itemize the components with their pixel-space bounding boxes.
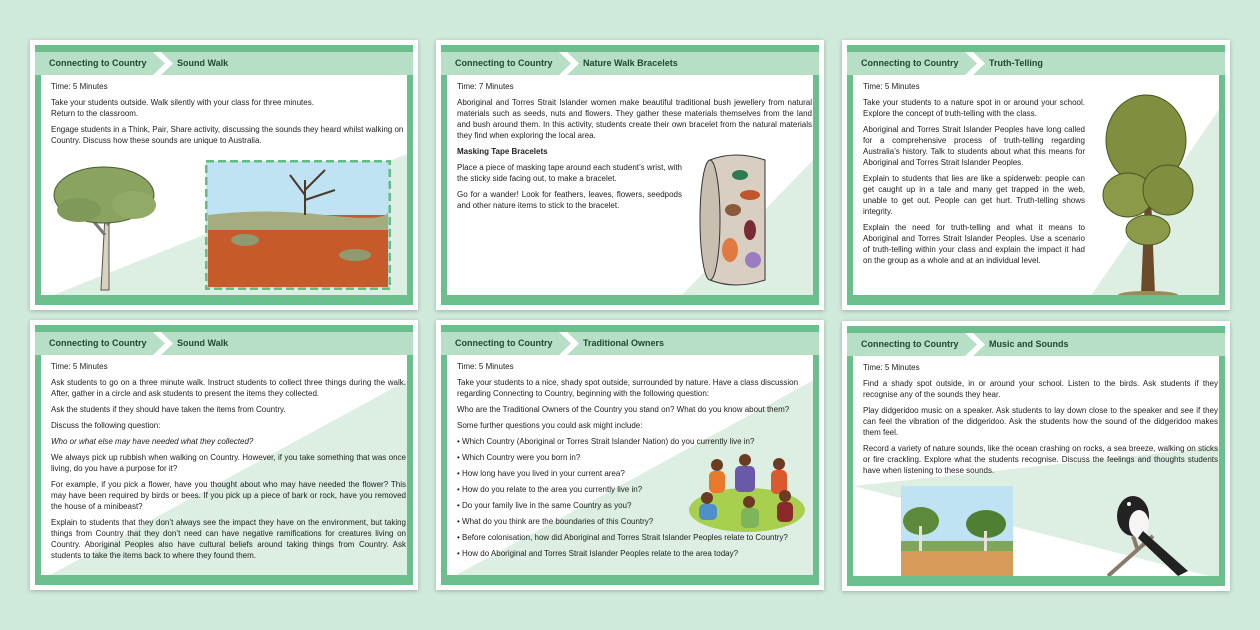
activity-card-music-and-sounds bbox=[842, 321, 1230, 591]
paragraph: Who are the Traditional Owners of the Country you stand on? What do you know about them? bbox=[457, 405, 790, 414]
card-content bbox=[853, 356, 1219, 576]
card-frame bbox=[35, 325, 413, 585]
question-item: • What do you think are the boundaries of this Country? bbox=[457, 517, 654, 526]
paragraph: Aboriginal and Torres Strait Islander women make beautiful traditional bush jewellery from natural materials such as seeds, nuts and flowers. They gather these materials themselves from the land and bush around them. In this activity, students create their own bracelet from the natural materials they find when exploring the local area. bbox=[457, 98, 812, 140]
card-title: Nature Walk Bracelets bbox=[583, 58, 678, 68]
willie-wagtail-bird-icon bbox=[1103, 476, 1193, 576]
bracelet-image bbox=[695, 150, 775, 290]
card-title: Music and Sounds bbox=[989, 339, 1069, 349]
paragraph: Aboriginal and Torres Strait Islander Peoples have long called for a comprehensive process of truth-telling regarding Australia’s history. Talk to students about what this means for Aboriginal and Torres Strait Islander Peoples. bbox=[863, 125, 1085, 167]
card-title: Sound Walk bbox=[177, 338, 229, 348]
paragraph: Some further questions you could ask might include: bbox=[457, 421, 643, 430]
paragraph: We always pick up rubbish when walking on Country. However, if you take something that was once living, do you have a purpose for it? bbox=[51, 453, 406, 473]
card-frame bbox=[847, 45, 1225, 305]
card-header bbox=[847, 333, 1225, 356]
series-label: Connecting to Country bbox=[49, 338, 147, 348]
paragraph: Explain to students that lies are like a spiderweb: people can get caught up in a tale and many get trapped in the web, unable to get out. People can get hurt. Truth-telling shows integrity. bbox=[863, 174, 1085, 216]
question-item: • Before colonisation, how did Aboriginal and Torres Strait Islander Peoples relate to Country? bbox=[457, 533, 788, 542]
paragraph: Take your students to a nature spot in or around your school. Explore the concept of truth-telling with the class. bbox=[863, 98, 1085, 118]
paragraph: Return to the classroom. bbox=[51, 109, 139, 118]
series-label: Connecting to Country bbox=[861, 58, 959, 68]
paragraph: Discuss the following question: bbox=[51, 421, 161, 430]
card-header bbox=[35, 52, 413, 75]
discussion-question: Who or what else may have needed what they collected? bbox=[51, 437, 254, 446]
series-label: Connecting to Country bbox=[861, 339, 959, 349]
card-content bbox=[41, 355, 407, 575]
paragraph: Find a shady spot outside, in or around your school. Listen to the birds. Ask students if they recognise any of the sounds they hear. bbox=[863, 379, 1218, 399]
paragraph: Ask students to go on a three minute walk. Instruct students to collect three things during the walk. After, gather in a circle and ask students to present the items they collected. bbox=[51, 378, 406, 398]
activity-card-traditional-owners bbox=[436, 320, 824, 590]
card-content bbox=[853, 75, 1219, 295]
time-label: Time: 5 Minutes bbox=[863, 82, 920, 91]
question-item: • How long have you lived in your current area? bbox=[457, 469, 625, 478]
card-frame bbox=[847, 326, 1225, 586]
paragraph: Take your students to a nice, shady spot outside, surrounded by nature. Have a class discussion regarding Connecting to Country, beginning with the following question: bbox=[457, 378, 799, 398]
card-header bbox=[441, 332, 819, 355]
question-item: • How do you relate to the area you currently live in? bbox=[457, 485, 643, 494]
outback-landscape-image bbox=[205, 160, 391, 290]
time-label: Time: 7 Minutes bbox=[457, 82, 514, 91]
card-frame bbox=[35, 45, 413, 305]
card-content bbox=[447, 75, 813, 295]
tree-icon bbox=[1093, 85, 1198, 295]
paragraph: Explain the need for truth-telling and what it means to Aboriginal and Torres Strait Islander Peoples. Use a scenario of truth-telling within your class and explain the impact it had on the group as a whole and at an individual level. bbox=[863, 223, 1085, 265]
time-label: Time: 5 Minutes bbox=[51, 362, 108, 371]
time-label: Time: 5 Minutes bbox=[457, 362, 514, 371]
paragraph: Ask the students if they should have taken the items from Country. bbox=[51, 405, 286, 414]
activity-card-truth-telling bbox=[842, 40, 1230, 310]
time-label: Time: 5 Minutes bbox=[51, 82, 108, 91]
card-content bbox=[41, 75, 407, 295]
card-header bbox=[847, 52, 1225, 75]
activity-card-sound-walk-2 bbox=[30, 320, 418, 590]
question-item: • Do your family live in the same Country as you? bbox=[457, 501, 632, 510]
paragraph: For example, if you pick a flower, have you thought about who may have needed the flower? This may have been required by birds or bees. If you pick up a piece of bark or rock, have you removed the house of a minibeast? bbox=[51, 480, 406, 511]
time-label: Time: 5 Minutes bbox=[863, 363, 920, 372]
card-header bbox=[35, 332, 413, 355]
paragraph: Play didgeridoo music on a speaker. Ask students to lay down close to the speaker and see if they can feel the vibration of the didgeridoo. Ask the students how the sound of the didgeridoo makes them feel. bbox=[863, 406, 1218, 437]
activity-card-nature-walk-bracelets bbox=[436, 40, 824, 310]
bushland-landscape-image bbox=[901, 486, 1013, 576]
card-header bbox=[441, 52, 819, 75]
series-label: Connecting to Country bbox=[49, 58, 147, 68]
subheading: Masking Tape Bracelets bbox=[457, 147, 548, 156]
card-frame bbox=[441, 45, 819, 305]
paragraph: Engage students in a Think, Pair, Share activity, discussing the sounds they heard whilst walking on Country. Discuss how these sounds are unique to Australia. bbox=[51, 125, 404, 145]
card-frame bbox=[441, 325, 819, 585]
card-content bbox=[447, 355, 813, 575]
paragraph: Go for a wander! Look for feathers, leaves, flowers, seedpods and other nature items to stick to the bracelet. bbox=[457, 190, 682, 210]
question-item: • Which Country were you born in? bbox=[457, 453, 581, 462]
question-item: • Which Country (Aboriginal or Torres Strait Islander Nation) do you currently live in? bbox=[457, 437, 755, 446]
series-label: Connecting to Country bbox=[455, 58, 553, 68]
paragraph: Take your students outside. Walk silently with your class for three minutes. bbox=[51, 98, 314, 107]
question-item: • How do Aboriginal and Torres Strait Islander Peoples relate to the area today? bbox=[457, 549, 739, 558]
series-label: Connecting to Country bbox=[455, 338, 553, 348]
paragraph: Explain to students that they don’t always see the impact they have on the environment, but taking things from Country that they don’t need can have negative ramifications for creatures living on Country. Aboriginal Peoples also have cultural beliefs around taking things from Country. Ask students to take the items back to where they found them. bbox=[51, 518, 406, 560]
activity-card-sound-walk-1 bbox=[30, 40, 418, 310]
card-title: Sound Walk bbox=[177, 58, 229, 68]
gum-tree-icon bbox=[49, 155, 164, 295]
card-title: Truth-Telling bbox=[989, 58, 1043, 68]
paragraph: Place a piece of masking tape around each student’s wrist, with the sticky side facing out, to make a bracelet. bbox=[457, 163, 682, 183]
card-title: Traditional Owners bbox=[583, 338, 665, 348]
paragraph: Record a variety of nature sounds, like the ocean crashing on rocks, a sea breeze, walking on sticks or fire crackling. Explore what the students recognise. Discuss the feelings and thoughts students have when listening to these sounds. bbox=[863, 444, 1218, 475]
